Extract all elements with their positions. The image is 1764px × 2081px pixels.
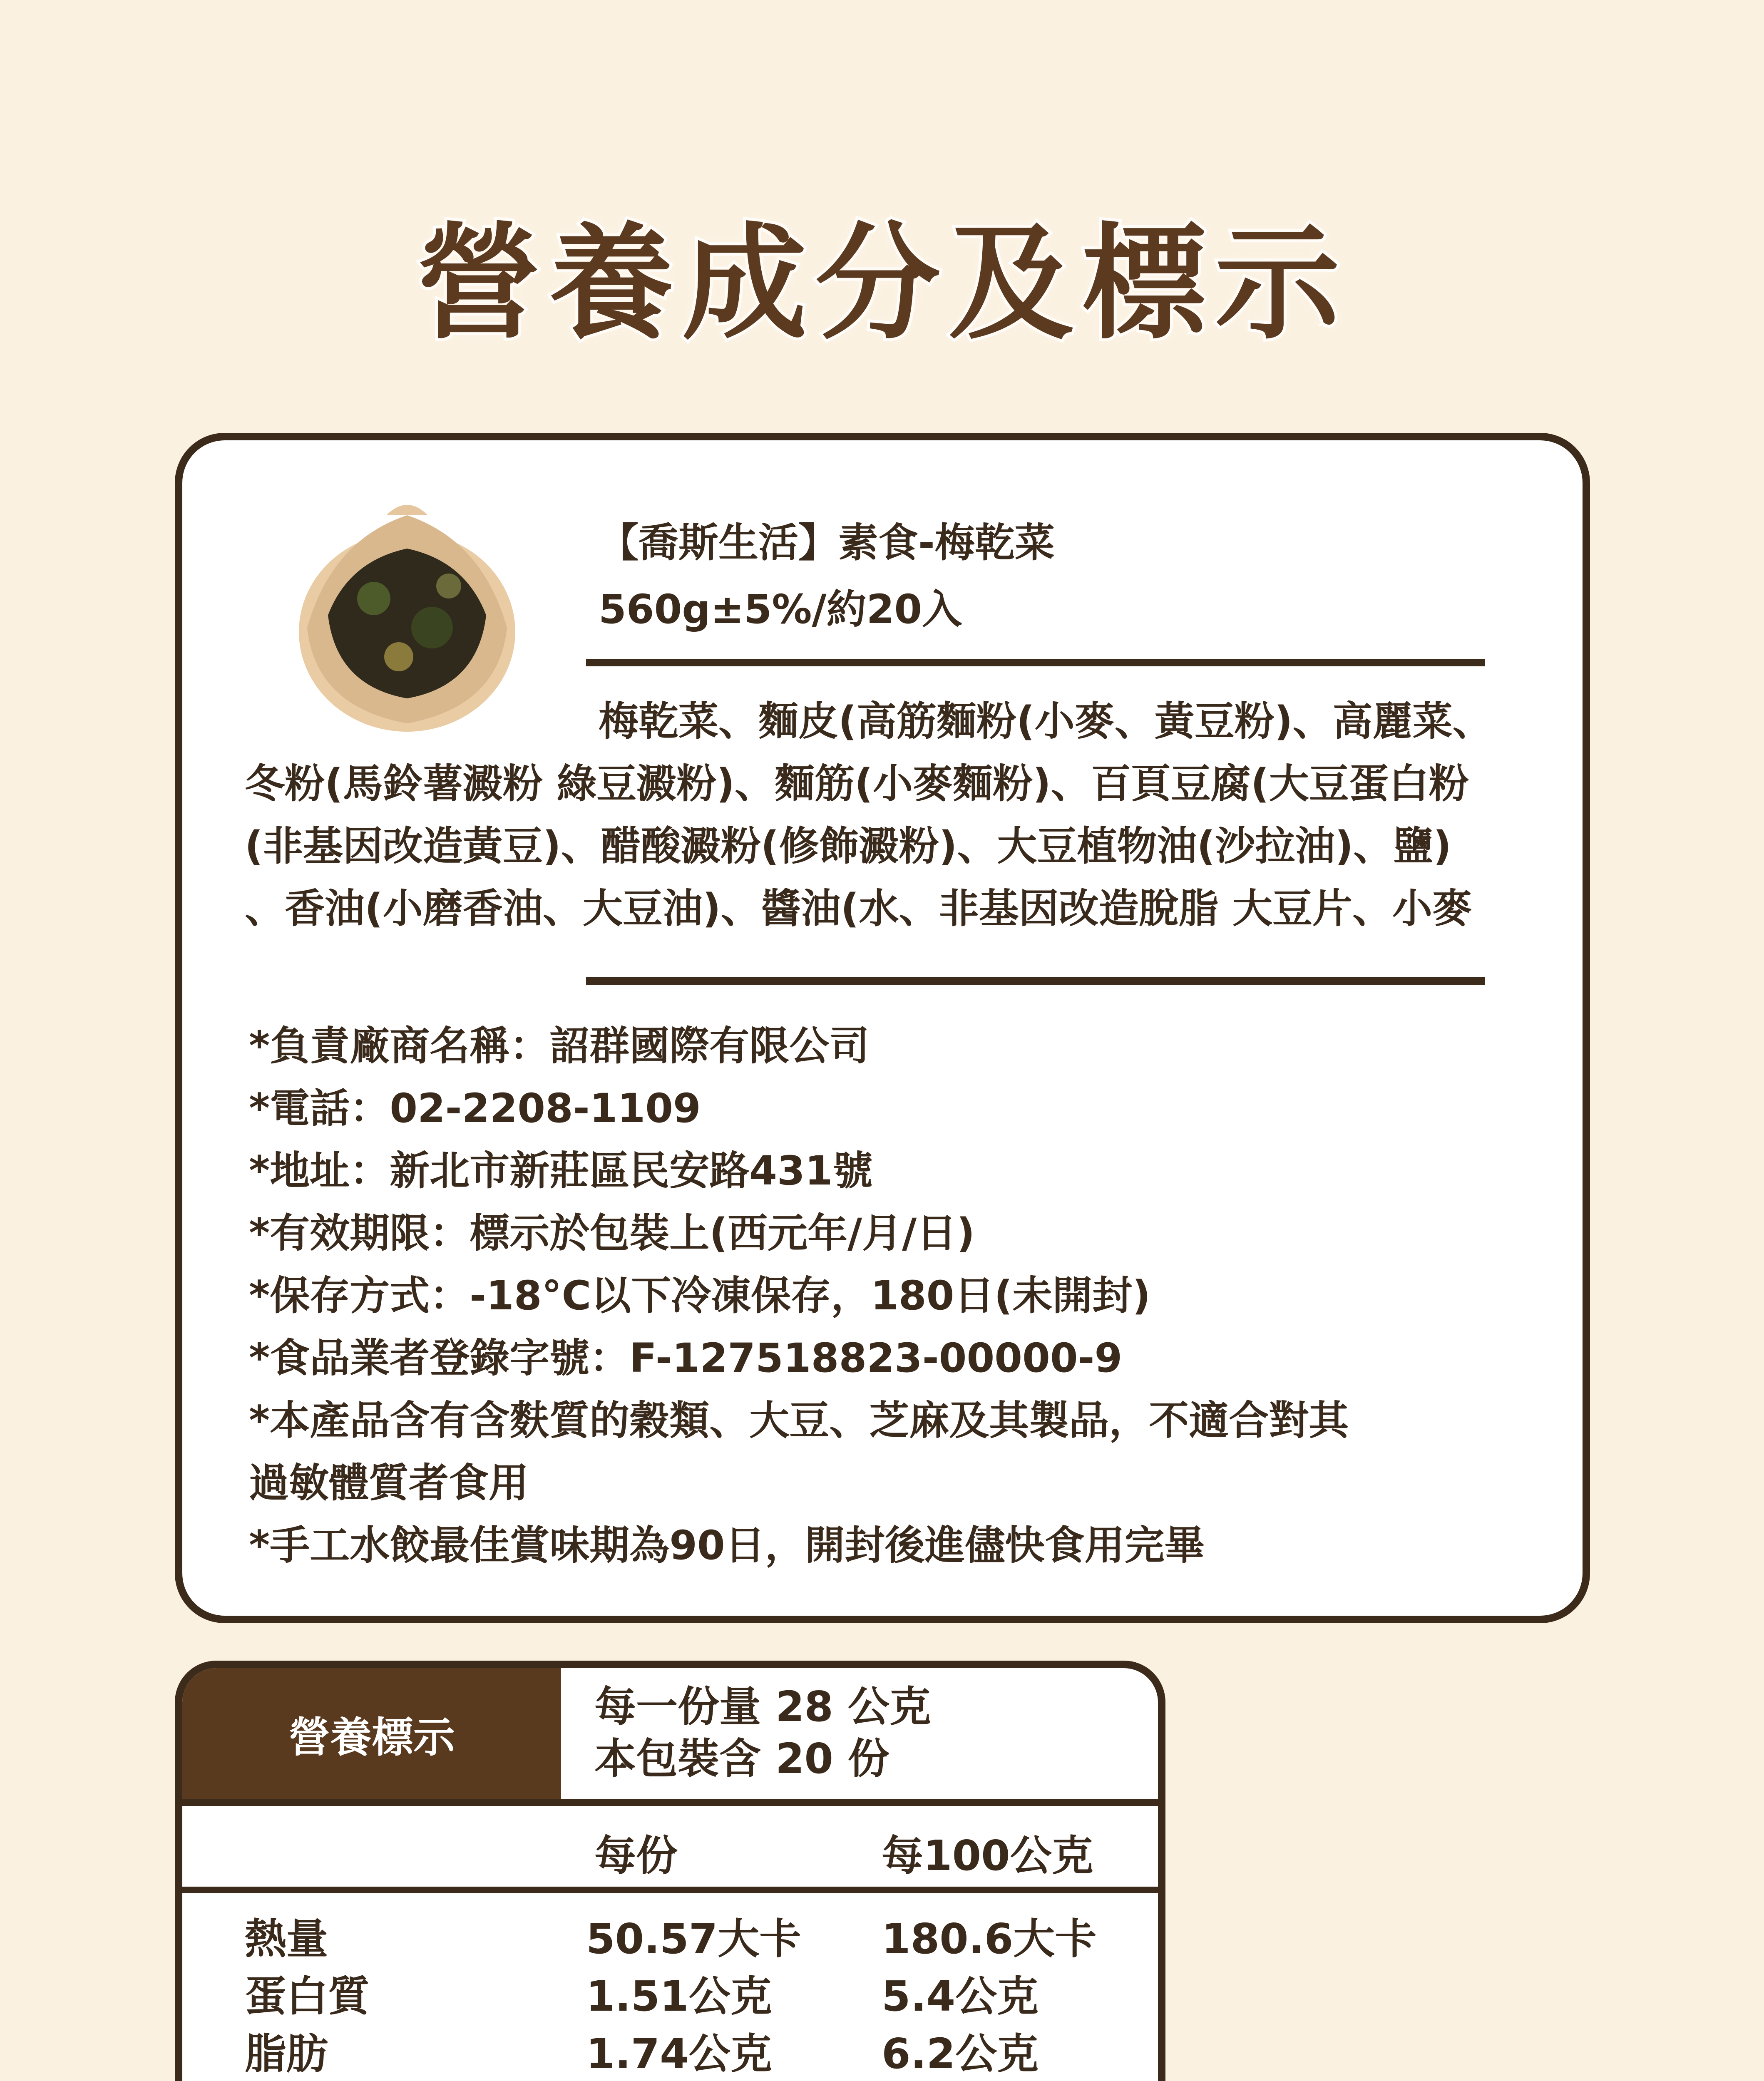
detail-line: *地址：新北市新莊區民安路431號	[249, 1147, 873, 1194]
nutrient-per-100g: 5.4公克	[882, 1972, 1039, 2021]
table-row	[182, 2020, 1165, 2078]
servings-per-package: 本包裝含 20 份	[594, 1734, 889, 1783]
detail-line: *食品業者登錄字號：F-127518823-00000-9	[249, 1335, 1123, 1381]
nutrition-table	[175, 1661, 1165, 2081]
nutrient-name: 脂肪	[245, 2029, 328, 2078]
col-per-serving: 每份	[594, 1831, 678, 1880]
ingredient-line: 冬粉(馬鈴薯澱粉 綠豆澱粉)、麵筋(小麥麵粉)、百頁豆腐(大豆蛋白粉	[245, 760, 1469, 807]
nutrient-per-100g: 180.6大卡	[882, 1915, 1097, 1963]
nutrient-per-100g	[882, 2078, 1068, 2081]
divider	[586, 977, 1485, 985]
table-row	[182, 1963, 1165, 2020]
detail-line: *保存方式：-18°C以下冷凍保存，180日(未開封)	[249, 1272, 1151, 1319]
serving-size: 每一份量 28 公克	[594, 1682, 931, 1731]
detail-line: *負責廠商名稱：詔群國際有限公司	[249, 1023, 870, 1069]
ingredient-line: 、香油(小磨香油、大豆油)、醬油(水、非基因改造脫脂 大豆片、小麥	[245, 885, 1473, 932]
nutrient-name	[282, 2078, 449, 2081]
detail-line: *手工水餃最佳賞味期為90日，開封後進儘快食用完畢	[249, 1522, 1205, 1569]
detail-line: 過敏體質者食用	[249, 1460, 529, 1506]
table-divider	[182, 1799, 1165, 1806]
nutrient-per-serving	[586, 2078, 772, 2081]
product-spec: 560g±5%/約20入	[599, 586, 962, 633]
detail-line: *電話：02-2208-1109	[249, 1085, 701, 1132]
nutrient-per-serving: 50.57大卡	[586, 1915, 801, 1963]
detail-line: *本產品含有含麩質的穀類、大豆、芝麻及其製品，不適合對其	[249, 1397, 1349, 1444]
detail-line: *有效期限：標示於包裝上(西元年/月/日)	[249, 1210, 975, 1257]
product-info-card	[175, 433, 1590, 1623]
nutrient-per-100g: 6.2公克	[882, 2029, 1039, 2078]
nutrition-rows	[182, 1905, 1165, 2081]
table-row	[182, 2078, 1165, 2081]
product-title: 【喬斯生活】素食-梅乾菜	[599, 519, 1055, 566]
serving-info	[594, 1681, 931, 1785]
nutrient-per-serving: 1.51公克	[586, 1972, 772, 2021]
table-divider	[182, 1887, 1165, 1893]
ingredients-list	[245, 690, 1502, 940]
product-details	[249, 1015, 1498, 1577]
col-per-100g: 每100公克	[882, 1831, 1093, 1880]
page-title: 營養成分及標示	[416, 211, 1348, 356]
ingredient-line: (非基因改造黃豆)、醋酸澱粉(修飾澱粉)、大豆植物油(沙拉油)、鹽)	[245, 823, 1452, 869]
nutrient-name: 熱量	[245, 1915, 328, 1963]
ingredient-line: 梅乾菜、麵皮(高筋麵粉(小麥、黃豆粉)、高麗菜、	[599, 698, 1493, 745]
nutrition-header-label: 營養標示	[182, 1668, 561, 1799]
nutrient-name: 蛋白質	[245, 1972, 370, 2021]
nutrient-per-serving: 1.74公克	[586, 2029, 772, 2078]
table-row	[182, 1905, 1165, 1963]
divider	[586, 659, 1485, 666]
